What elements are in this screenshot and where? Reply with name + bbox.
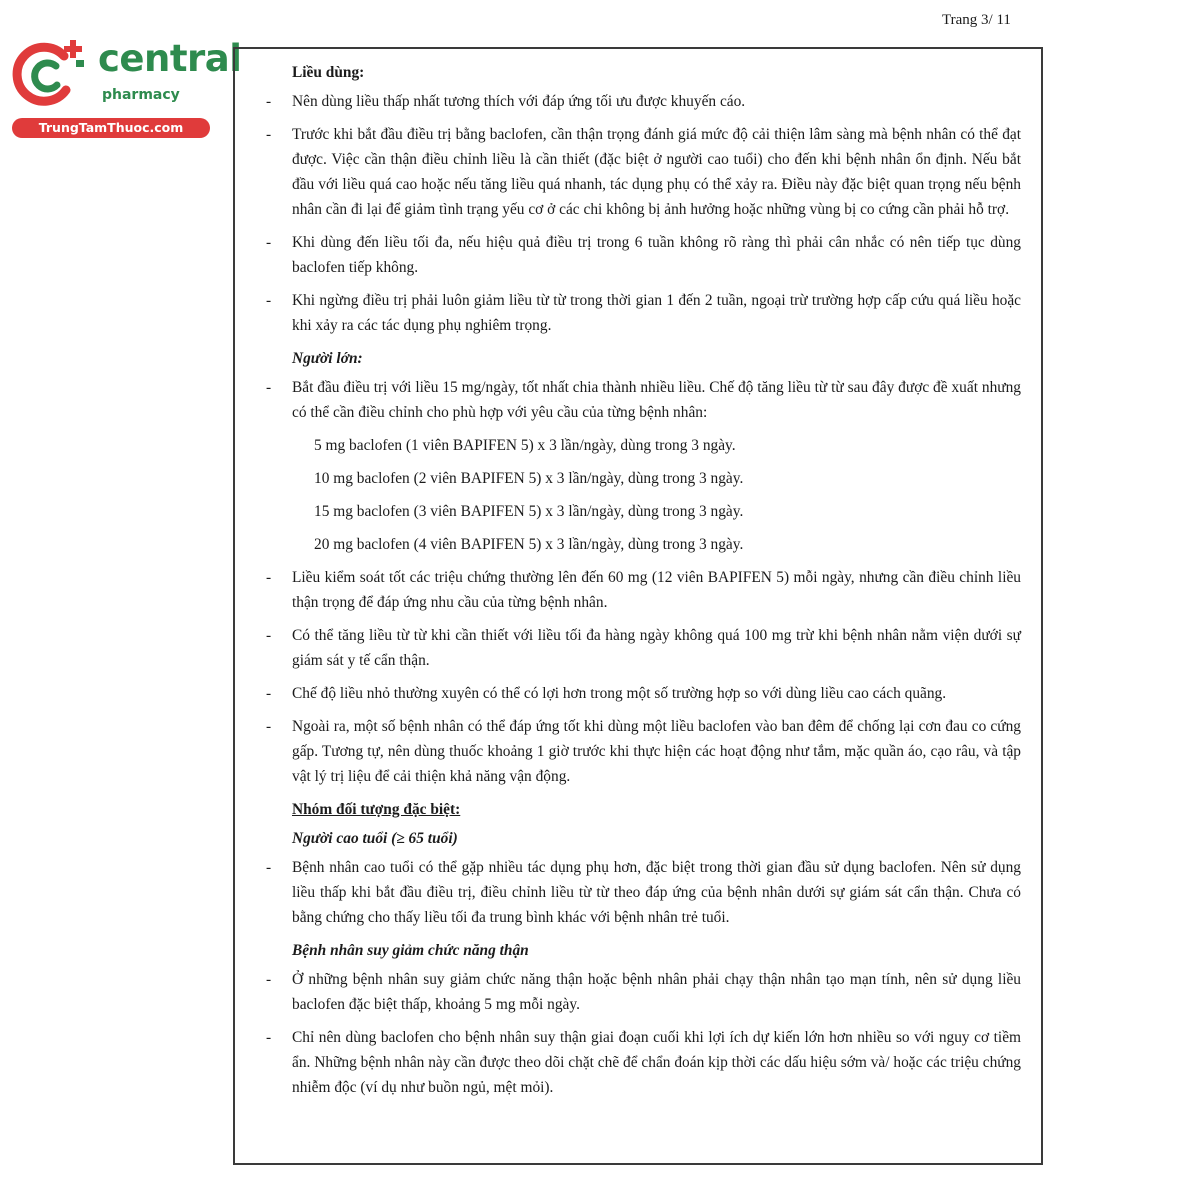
pharmacy-logo — [12, 37, 242, 138]
list-item: - Có thể tăng liều từ từ khi cần thiết với liều tối đa hàng ngày không quá 100 mg trừ khi bệnh nhân nằm viện dưới sự giám sát y tế cẩn thận. — [266, 627, 1021, 669]
dose-schedule-line: 15 mg baclofen (3 viên BAPIFEN 5) x 3 lần/ngày, dùng trong 3 ngày. — [314, 503, 744, 520]
elderly-heading: Người cao tuổi (≥ 65 tuổi) — [292, 830, 458, 847]
special-groups-heading: Nhóm đối tượng đặc biệt: — [292, 801, 461, 818]
page-number: Trang 3/ 11 — [942, 12, 1011, 28]
dose-schedule-line: 5 mg baclofen (1 viên BAPIFEN 5) x 3 lần/ngày, dùng trong 3 ngày. — [314, 437, 736, 454]
logo-name: central — [98, 37, 242, 80]
central-pharmacy-logo-icon — [12, 38, 90, 114]
list-item: - Nên dùng liều thấp nhất tương thích với đáp ứng tối ưu được khuyến cáo. — [266, 93, 746, 110]
renal-heading: Bệnh nhân suy giảm chức năng thận — [292, 942, 529, 959]
list-item: - Chế độ liều nhỏ thường xuyên có thể có lợi hơn trong một số trường hợp so với dùng liều cao cách quãng. — [266, 685, 947, 702]
logo-url-badge: TrungTamThuoc.com — [12, 118, 210, 138]
list-item: - Trước khi bắt đầu điều trị bằng baclofen, cần thận trọng đánh giá mức độ cải thiện lâm sàng mà bệnh nhân có thể đạt được. Việc cần thận điều chỉnh liều là cần thiết (đặc biệt ở người cao tuổi) cho đến khi bệnh nhân ổn định. Nếu bắt đầu với liều quá cao hoặc nếu tăng liều quá nhanh, tác dụng phụ có thể xảy ra. Điều này đặc biệt quan trọng nếu bệnh nhân cần đi lại để giảm tình trạng yếu cơ ở các chi không bị ảnh hưởng hoặc những vùng bị co cứng cần phải hỗ trợ. — [266, 126, 1021, 218]
list-item: - Khi dùng đến liều tối đa, nếu hiệu quả điều trị trong 6 tuần không rõ ràng thì phải cân nhắc có nên tiếp tục dùng baclofen tiếp không. — [266, 234, 1021, 276]
dosage-heading: Liều dùng: — [292, 64, 365, 81]
list-item: - Bắt đầu điều trị với liều 15 mg/ngày, tốt nhất chia thành nhiều liều. Chế độ tăng liều từ từ sau đây được đề xuất nhưng có thể cần điều chỉnh cho phù hợp với yêu cầu của từng bệnh nhân: — [266, 379, 1021, 421]
dose-schedule-line: 20 mg baclofen (4 viên BAPIFEN 5) x 3 lần/ngày, dùng trong 3 ngày. — [314, 536, 744, 553]
list-item: - Bệnh nhân cao tuổi có thể gặp nhiều tác dụng phụ hơn, đặc biệt trong thời gian đầu sử dụng baclofen. Nên sử dụng liều thấp khi bắt đầu điều trị, điều chỉnh liều từ từ theo đáp ứng của bệnh nhân dưới sự giám sát cẩn thận. Chưa có bằng chứng cho thấy liều tối đa trung bình khác với bệnh nhân trẻ tuổi. — [266, 859, 1021, 926]
logo-subtitle: pharmacy — [102, 87, 180, 103]
dose-schedule-line: 10 mg baclofen (2 viên BAPIFEN 5) x 3 lần/ngày, dùng trong 3 ngày. — [314, 470, 744, 487]
list-item: - Ngoài ra, một số bệnh nhân có thể đáp ứng tốt khi dùng một liều baclofen vào ban đêm để chống lại cơn đau co cứng gấp. Tương tự, nên dùng thuốc khoảng 1 giờ trước khi thực hiện các hoạt động như tắm, mặc quần áo, cạo râu, và tập vật lý trị liệu để cải thiện khả năng vận động. — [266, 718, 1021, 785]
list-item: - Khi ngừng điều trị phải luôn giảm liều từ từ trong thời gian 1 đến 2 tuần, ngoại trừ trường hợp cấp cứu quá liều hoặc khi xảy ra các tác dụng phụ nghiêm trọng. — [266, 292, 1021, 334]
adults-heading: Người lớn: — [292, 350, 363, 367]
list-item: - Chỉ nên dùng baclofen cho bệnh nhân suy thận giai đoạn cuối khi lợi ích dự kiến lớn hơn nhiều so với nguy cơ tiềm ẩn. Những bệnh nhân này cần được theo dõi chặt chẽ để chẩn đoán kịp thời các dấu hiệu sớm và/ hoặc các triệu chứng nhiễm độc (ví dụ như buồn ngủ, mệt mỏi). — [266, 1029, 1021, 1096]
document-body — [266, 60, 1021, 1108]
list-item: - Liều kiểm soát tốt các triệu chứng thường lên đến 60 mg (12 viên BAPIFEN 5) mỗi ngày, nhưng cần điều chỉnh liều thận trọng để đáp ứng nhu cầu của từng bệnh nhân. — [266, 569, 1021, 611]
list-item: - Ở những bệnh nhân suy giảm chức năng thận hoặc bệnh nhân phải chạy thận nhân tạo mạn tính, nên sử dụng liều baclofen đặc biệt thấp, khoảng 5 mg mỗi ngày. — [266, 971, 1021, 1013]
